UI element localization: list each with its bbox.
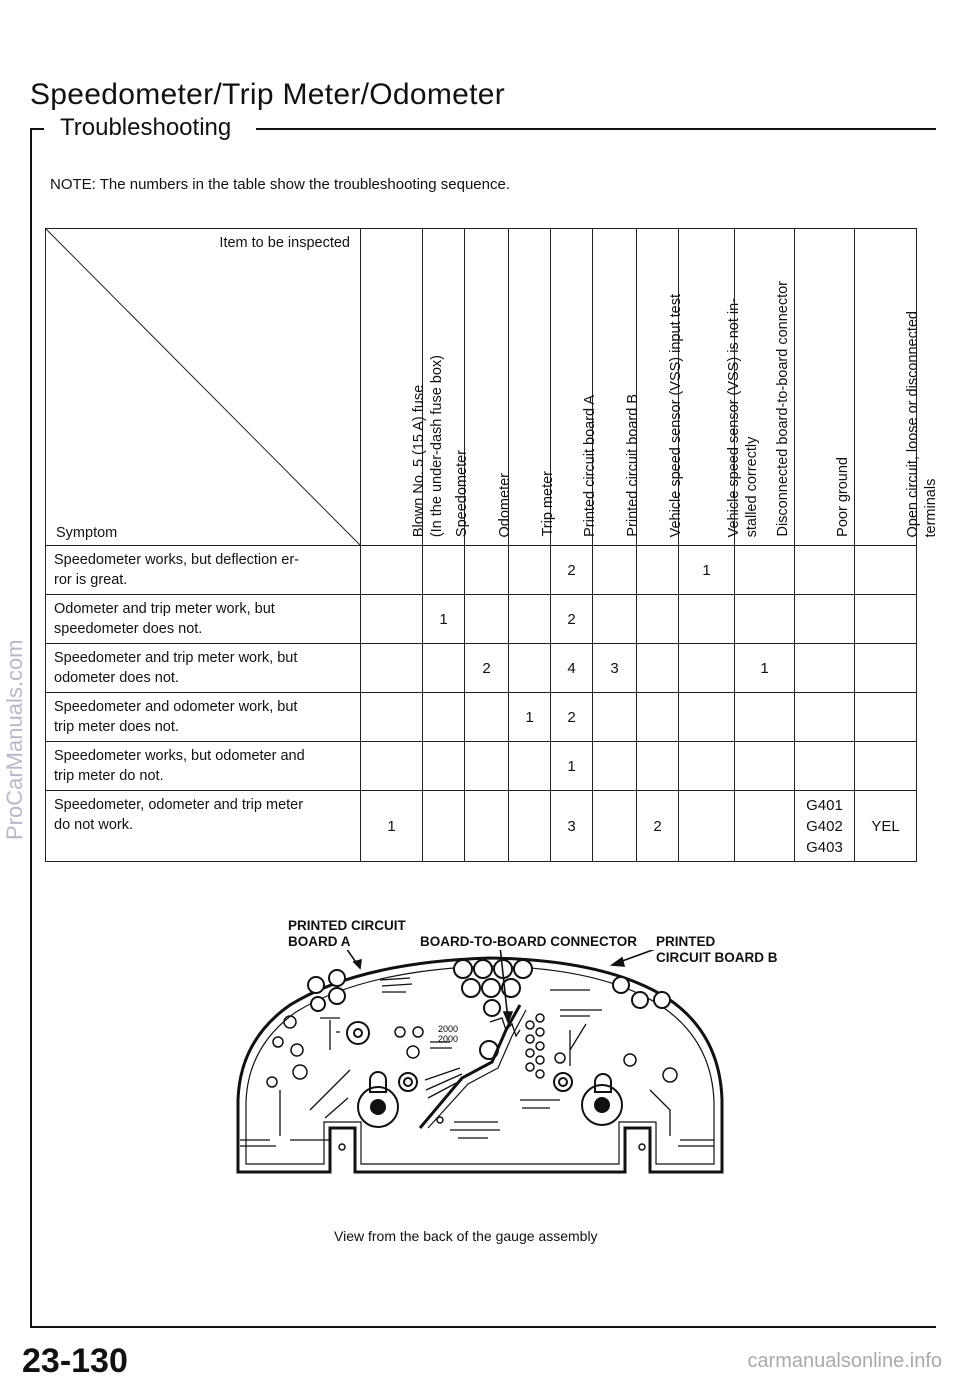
sequence-cell	[735, 595, 795, 644]
header-rule	[256, 128, 936, 130]
sequence-cell	[735, 742, 795, 791]
sequence-cell: 1	[361, 791, 423, 862]
sequence-cell: 1	[735, 644, 795, 693]
sequence-cell: 1	[679, 546, 735, 595]
label-printed-circuit-board-a: PRINTED CIRCUIT BOARD A	[288, 918, 406, 949]
page-title: Speedometer/Trip Meter/Odometer	[30, 78, 506, 111]
sequence-cell	[593, 791, 637, 862]
sequence-cell	[465, 791, 509, 862]
upper-pads	[308, 960, 670, 1016]
sequence-cell	[361, 644, 423, 693]
sequence-cell	[509, 595, 551, 644]
sequence-cell	[509, 546, 551, 595]
sequence-cell	[593, 595, 637, 644]
sequence-cell: 1	[423, 595, 465, 644]
sequence-cell	[361, 595, 423, 644]
sequence-cell	[679, 595, 735, 644]
sequence-cell	[423, 546, 465, 595]
sequence-cell: 3	[551, 791, 593, 862]
column-header-label: Speedometer	[453, 449, 470, 537]
gauge-mounts	[347, 1022, 622, 1127]
sequence-cell	[795, 693, 855, 742]
column-header	[855, 229, 939, 546]
troubleshooting-table	[45, 228, 939, 862]
sequence-cell	[637, 742, 679, 791]
diagram-caption: View from the back of the gauge assembly	[334, 1228, 598, 1244]
sequence-cell	[855, 644, 917, 693]
corner-symptom-label: Symptom	[56, 525, 118, 541]
sequence-cell: 3	[593, 644, 637, 693]
page-number: 23-130	[22, 1342, 128, 1380]
symptom-cell: Speedometer and odometer work, but trip meter does not.	[46, 693, 361, 742]
sequence-cell	[593, 693, 637, 742]
sequence-cell	[637, 644, 679, 693]
sequence-cell	[361, 693, 423, 742]
label-board-to-board-connector: BOARD-TO-BOARD CONNECTOR	[420, 934, 637, 949]
sequence-cell	[423, 791, 465, 862]
sequence-cell	[465, 742, 509, 791]
symptom-cell: Speedometer works, but odometer and trip meter do not.	[46, 742, 361, 791]
frame-top-tick	[30, 128, 44, 130]
symptom-cell: Speedometer works, but deflection er- ror is great.	[46, 546, 361, 595]
sequence-cell	[795, 644, 855, 693]
sequence-cell	[679, 644, 735, 693]
sequence-cell	[637, 546, 679, 595]
corner-item-label: Item to be inspected	[219, 235, 350, 251]
symptom-cell: Speedometer, odometer and trip meter do not work.	[46, 791, 361, 862]
note-text: NOTE: The numbers in the table show the troubleshooting sequence.	[50, 176, 510, 193]
sequence-cell	[593, 546, 637, 595]
sequence-cell	[361, 546, 423, 595]
column-header	[735, 229, 795, 546]
sequence-cell	[509, 791, 551, 862]
sequence-cell	[465, 546, 509, 595]
sequence-cell: 1	[509, 693, 551, 742]
symptom-cell: Speedometer and trip meter work, but odometer does not.	[46, 644, 361, 693]
column-header-label: Vehicle speed sensor (VSS) input test	[667, 293, 684, 537]
sequence-cell: YEL	[855, 791, 917, 862]
column-header-label: Printed circuit board A	[581, 395, 598, 537]
column-header	[679, 229, 760, 546]
sequence-cell	[465, 693, 509, 742]
sequence-cell	[637, 693, 679, 742]
table-row	[46, 546, 917, 595]
sequence-cell	[795, 742, 855, 791]
sequence-cell	[735, 791, 795, 862]
section-subtitle: Troubleshooting	[60, 114, 232, 141]
pcb-text-1: 2000	[438, 1024, 459, 1034]
sequence-cell	[465, 595, 509, 644]
sequence-cell: G401 G402 G403	[795, 791, 855, 862]
frame-left-rule	[30, 128, 32, 1328]
frame-bottom-rule	[30, 1326, 936, 1328]
table-corner-cell	[46, 229, 361, 546]
sequence-cell: 1	[551, 742, 593, 791]
sequence-cell	[679, 693, 735, 742]
table-row	[46, 742, 917, 791]
sequence-cell	[423, 644, 465, 693]
sequence-cell	[855, 546, 917, 595]
gauge-assembly-diagram	[230, 950, 730, 1175]
table-row	[46, 693, 917, 742]
label-printed-circuit-board-b: PRINTED CIRCUIT BOARD B	[656, 934, 778, 965]
column-header	[551, 229, 598, 546]
column-header-label: Odometer	[496, 472, 513, 537]
sequence-cell	[679, 791, 735, 862]
column-header-label: Vehicle speed sensor (VSS) is not in- stalled correctly	[725, 297, 760, 537]
watermark: ProCarManuals.com	[2, 639, 27, 840]
column-header	[361, 229, 445, 546]
column-header	[423, 229, 470, 546]
sequence-cell: 2	[551, 693, 593, 742]
column-header	[465, 229, 513, 546]
sequence-cell: 2	[465, 644, 509, 693]
board-split-trace	[420, 1005, 520, 1128]
sequence-cell	[735, 693, 795, 742]
sequence-cell	[423, 742, 465, 791]
sequence-cell	[637, 595, 679, 644]
sequence-cell	[423, 693, 465, 742]
column-header-label: Trip meter	[539, 471, 556, 537]
column-header-label: Blown No. 5 (15 A) fuse (In the under-dash fuse box)	[410, 354, 445, 537]
pcb-text-2: 2000	[438, 1034, 459, 1044]
sequence-cell: 2	[551, 546, 593, 595]
sequence-cell	[855, 595, 917, 644]
column-header	[593, 229, 641, 546]
column-header	[795, 229, 855, 546]
table-row	[46, 595, 917, 644]
sequence-cell	[593, 742, 637, 791]
sequence-cell: 2	[551, 595, 593, 644]
sequence-cell	[795, 595, 855, 644]
sequence-cell	[361, 742, 423, 791]
column-header-label: Open circuit, loose or disconnected terminals	[904, 310, 939, 537]
column-header	[637, 229, 684, 546]
sequence-cell	[855, 742, 917, 791]
column-header-label: Disconnected board-to-board connector	[774, 281, 791, 537]
sequence-cell: 4	[551, 644, 593, 693]
symptom-cell: Odometer and trip meter work, but speedometer does not.	[46, 595, 361, 644]
column-header	[509, 229, 556, 546]
sequence-cell	[735, 546, 795, 595]
table-row	[46, 791, 917, 862]
table-row	[46, 644, 917, 693]
sequence-cell	[679, 742, 735, 791]
sequence-cell	[509, 644, 551, 693]
column-header-label: Printed circuit board B	[624, 394, 641, 537]
sequence-cell: 2	[637, 791, 679, 862]
sequence-cell	[509, 742, 551, 791]
sequence-cell	[795, 546, 855, 595]
site-footer: carmanualsonline.info	[747, 1350, 942, 1372]
sequence-cell	[855, 693, 917, 742]
column-header-label: Poor ground	[834, 457, 851, 537]
